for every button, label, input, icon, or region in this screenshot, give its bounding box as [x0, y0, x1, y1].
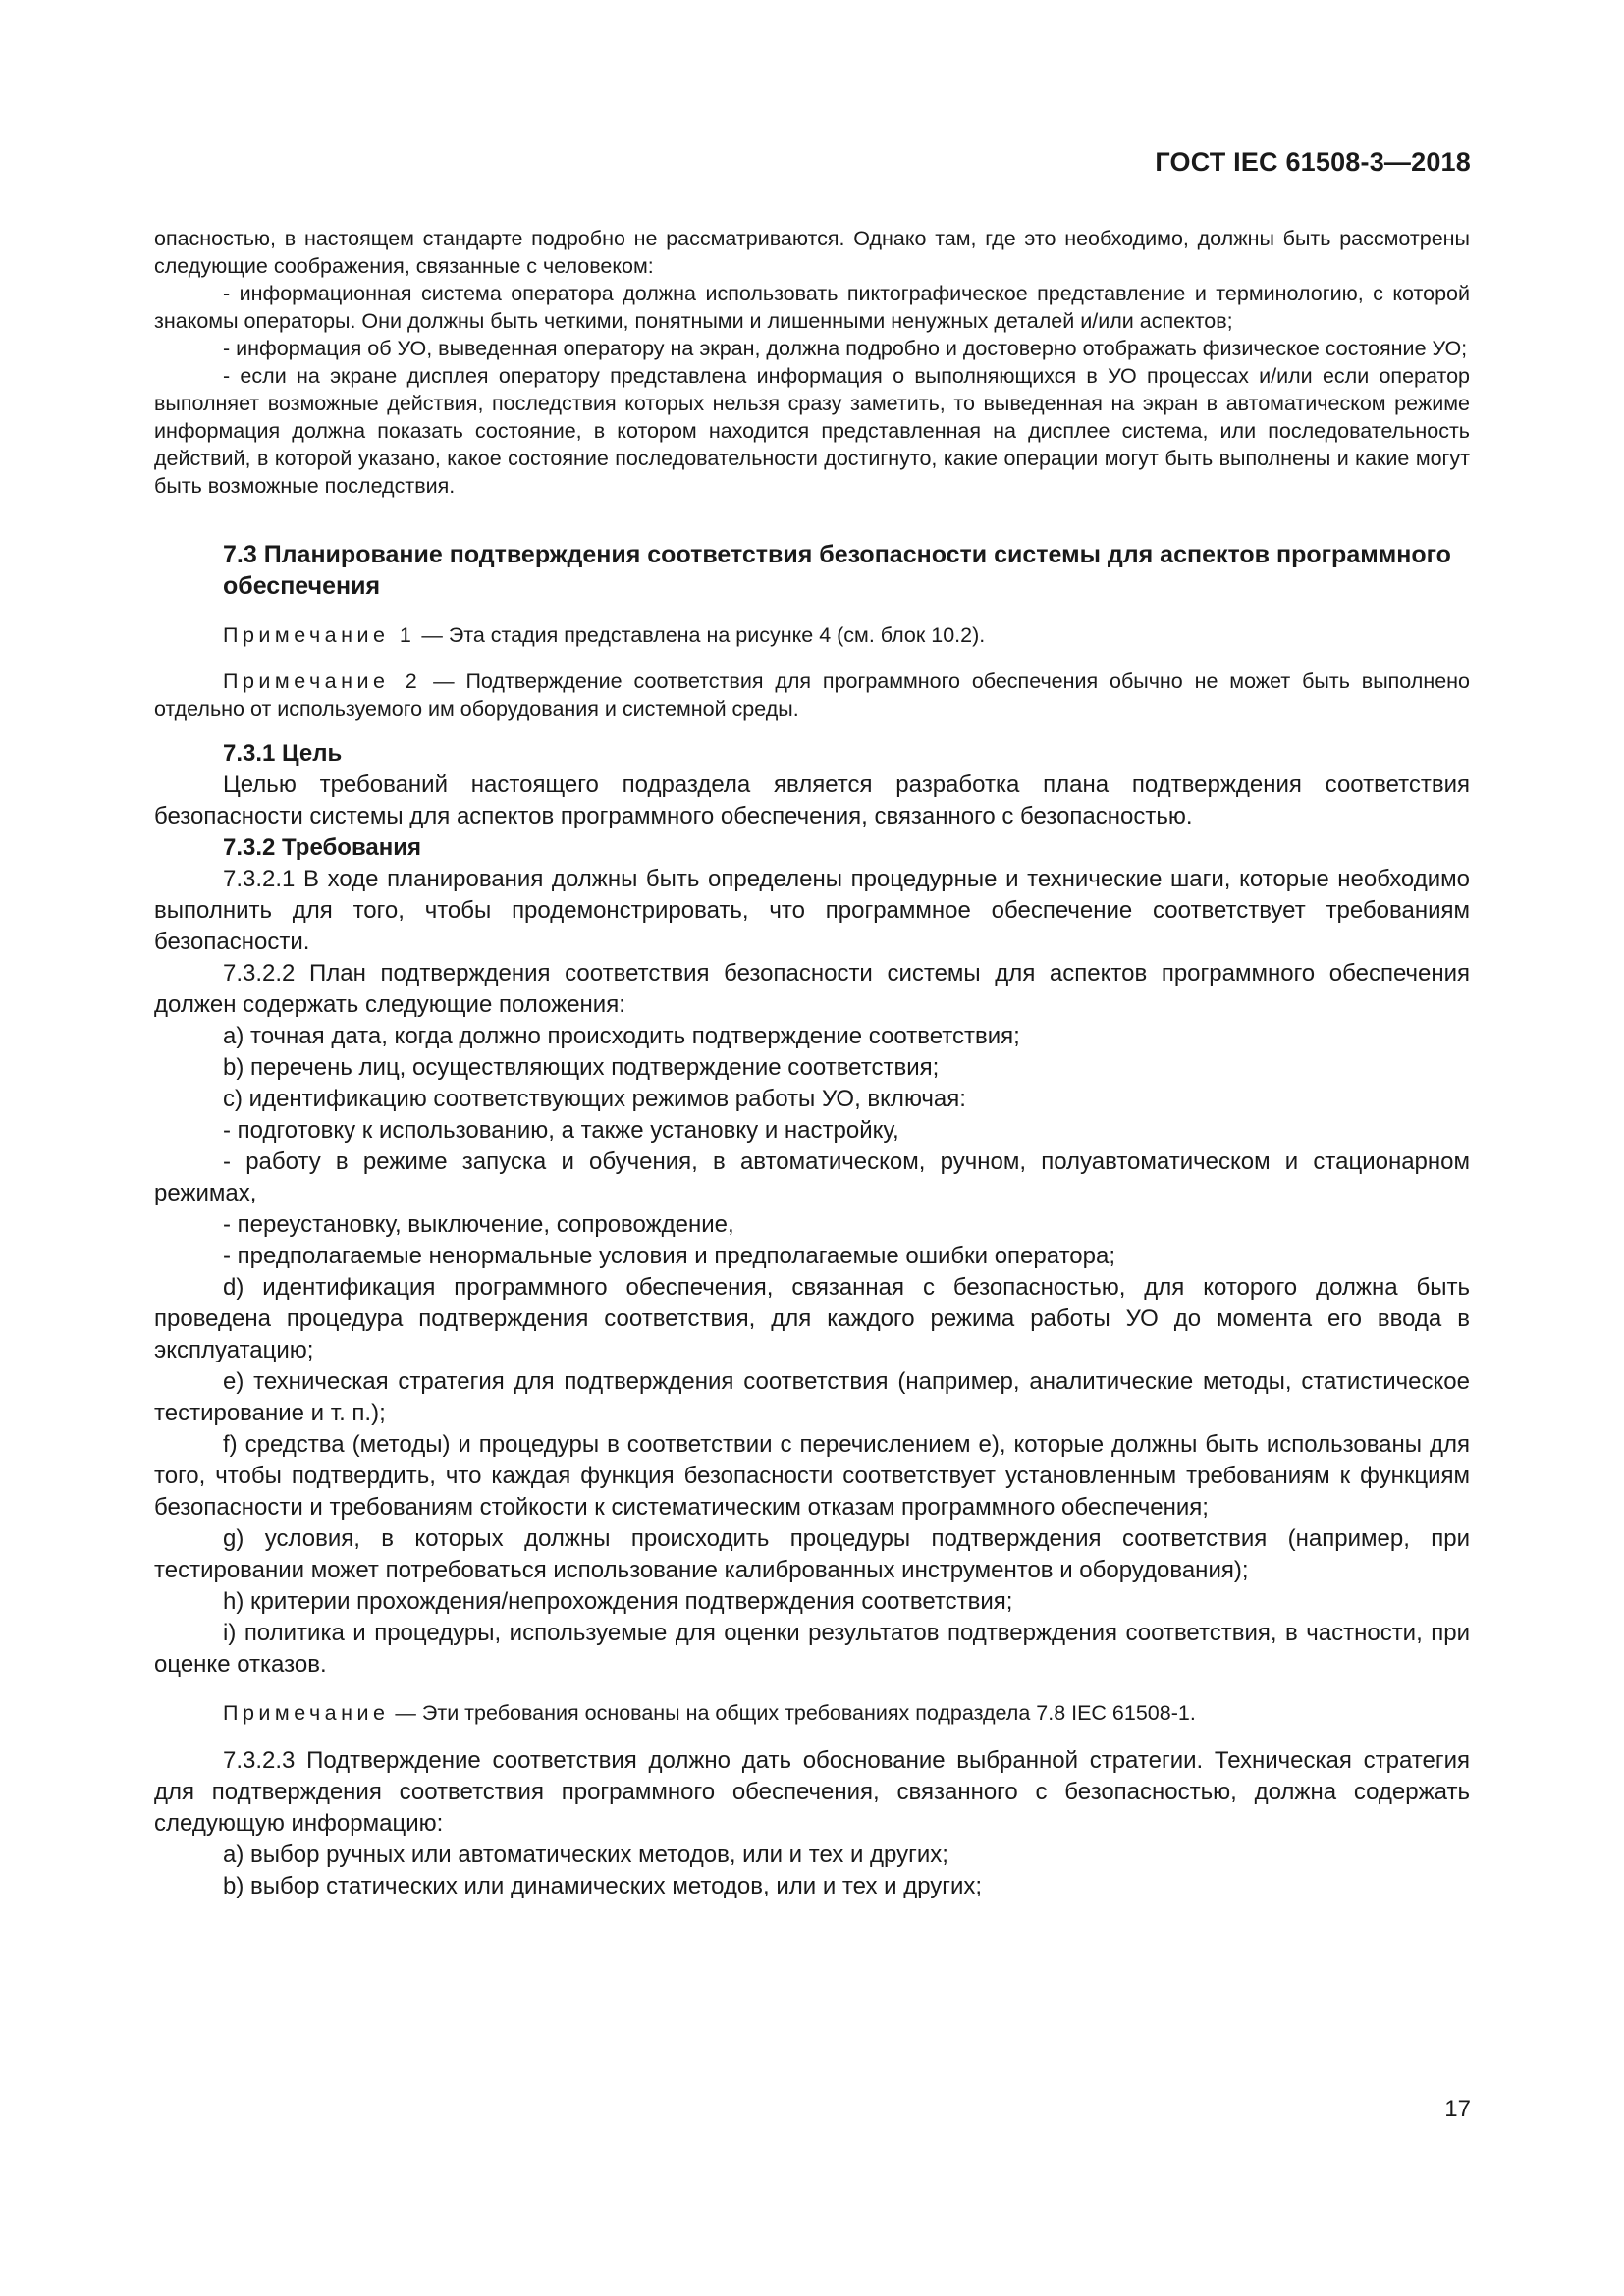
section-title: 7.3 Планирование подтверждения соответствия безопасности системы для аспектов программного обеспечения: [223, 541, 1451, 600]
list-item: a) выбор ручных или автоматических методов, или и тех и других;: [223, 1842, 948, 1868]
list-item: - информация об УО, выведенная оператору на экран, должна подробно и достоверно отображать физическое состояние УО;: [223, 337, 1468, 360]
note-text: — Эта стадия представлена на рисунке 4 (см. блок 10.2).: [415, 623, 986, 647]
note-label: Примечание 1: [223, 623, 416, 647]
subsection-title: 7.3.1 Цель: [223, 740, 343, 767]
list-item: b) перечень лиц, осуществляющих подтверждение соответствия;: [223, 1054, 940, 1081]
list-item: - информационная система оператора должна использовать пиктографическое представление и терминологию, с которой знакомы операторы. Они должны быть четкими, понятными и лишенными ненужных деталей и/или аспектов;: [154, 282, 1470, 333]
requirements-list: [154, 864, 1470, 1681]
list-item: 7.3.2.1 В ходе планирования должны быть определены процедурные и технические шаги, которые необходимо выполнить для того, чтобы продемонстрировать, что программное обеспечение соответствует требованиям безопасности.: [154, 866, 1470, 955]
paragraph: Целью требований настоящего подраздела является разработка плана подтверждения соответствия безопасности системы для аспектов программного обеспечения, связанного с безопасностью.: [154, 772, 1470, 829]
paragraph: опасностью, в настоящем стандарте подробно не рассматриваются. Однако там, где это необходимо, должны быть рассмотрены следующие соображения, связанные с человеком:: [154, 227, 1470, 278]
note-label: Примечание: [223, 1701, 390, 1725]
list-item: a) точная дата, когда должно происходить подтверждение соответствия;: [223, 1023, 1020, 1049]
strategy-list: [154, 1745, 1470, 1902]
list-item: - переустановку, выключение, сопровождение,: [223, 1211, 734, 1238]
list-item: g) условия, в которых должны происходить процедуры подтверждения соответствия (например, при тестировании может потребоваться использование калиброванных инструментов и оборудования);: [154, 1525, 1470, 1583]
note: [154, 1699, 1470, 1727]
list-item: f) средства (методы) и процедуры в соответствии с перечислением e), которые должны быть использованы для того, чтобы подтвердить, что каждая функция безопасности соответствует установленным требованиям к функциям безопасности и требованиям стойкости к систематическим отказам программного обеспечения;: [154, 1431, 1470, 1521]
list-item: 7.3.2.3 Подтверждение соответствия должно дать обоснование выбранной стратегии. Техническая стратегия для подтверждения соответствия программного обеспечения, связанного с безопасностью, должна содержать следующую информацию:: [154, 1747, 1470, 1837]
note: [154, 667, 1470, 722]
list-item: - работу в режиме запуска и обучения, в автоматическом, ручном, полуавтоматическом и стационарном режимах,: [154, 1148, 1470, 1206]
list-item: c) идентификацию соответствующих режимов работы УО, включая:: [223, 1086, 966, 1112]
list-item: i) политика и процедуры, используемые для оценки результатов подтверждения соответствия, в частности, при оценке отказов.: [154, 1620, 1470, 1678]
body-block: [154, 770, 1470, 832]
list-item: e) техническая стратегия для подтверждения соответствия (например, аналитические методы, статистическое тестирование и т. п.);: [154, 1368, 1470, 1426]
page-content: [154, 225, 1470, 1902]
intro-block: [154, 225, 1470, 500]
list-item: 7.3.2.2 План подтверждения соответствия безопасности системы для аспектов программного обеспечения должен содержать следующие положения:: [154, 960, 1470, 1018]
list-item: b) выбор статических или динамических методов, или и тех и других;: [223, 1873, 983, 1899]
note-text: — Эти требования основаны на общих требованиях подраздела 7.8 IEC 61508-1.: [389, 1701, 1196, 1725]
page-number: 17: [1444, 2096, 1471, 2122]
list-item: h) критерии прохождения/непрохождения подтверждения соответствия;: [223, 1588, 1013, 1615]
list-item: d) идентификация программного обеспечения, связанная с безопасностью, для которого должна быть проведена процедура подтверждения соответствия, для каждого режима работы УО до момента его ввода в эксплуатацию;: [154, 1274, 1470, 1363]
note: [154, 621, 1470, 649]
note-label: Примечание 2: [223, 669, 422, 693]
list-item: - если на экране дисплея оператору представлена информация о выполняющихся в УО процессах и/или если оператор выполняет возможные действия, последствия которых нельзя сразу заметить, то выведенная на экран в автоматическом режиме информация должна показать состояние, в котором находится представленная на дисплее система, или последовательность действий, в которой указано, какое состояние последовательности достигнуто, какие операции могут быть выполнены и какие могут быть возможные последствия.: [154, 364, 1470, 498]
list-item: - предполагаемые ненормальные условия и предполагаемые ошибки оператора;: [223, 1243, 1115, 1269]
document-header: ГОСТ IEC 61508-3—2018: [1155, 147, 1471, 177]
subsection-title: 7.3.2 Требования: [223, 834, 422, 861]
note-text: — Подтверждение соответствия для программного обеспечения обычно не может быть выполнено отдельно от используемого им оборудования и системной среды.: [154, 669, 1470, 721]
list-item: - подготовку к использованию, а также установку и настройку,: [223, 1117, 899, 1144]
